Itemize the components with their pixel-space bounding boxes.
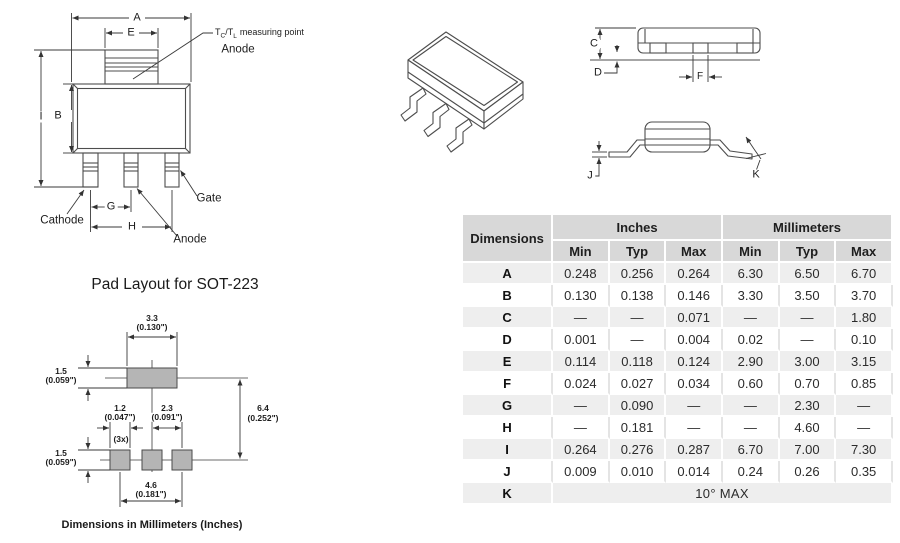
dimension-value: 3.50 bbox=[780, 285, 837, 307]
dimension-value: — bbox=[780, 329, 837, 351]
dimension-value: 3.70 bbox=[836, 285, 893, 307]
dimension-value: 6.70 bbox=[723, 439, 780, 461]
dimension-value: 0.60 bbox=[723, 373, 780, 395]
dim-label-b: B bbox=[54, 109, 62, 122]
table-header-groups bbox=[463, 215, 893, 241]
header-dimensions: Dimensions bbox=[463, 215, 553, 263]
dimension-value: 0.26 bbox=[780, 461, 837, 483]
package-side-view-bottom bbox=[582, 108, 797, 188]
header-in-typ: Typ bbox=[610, 241, 667, 263]
pad-dim-top-height-in: (0.059") bbox=[45, 374, 77, 385]
dimension-value: 0.02 bbox=[723, 329, 780, 351]
dimension-value: 0.071 bbox=[666, 307, 723, 329]
dimension-value: — bbox=[836, 417, 893, 439]
dimensions-table-body bbox=[463, 263, 893, 505]
table-row bbox=[463, 373, 893, 395]
dimension-value: 0.004 bbox=[666, 329, 723, 351]
dimension-value: 0.181 bbox=[610, 417, 667, 439]
dimension-value: 0.138 bbox=[610, 285, 667, 307]
dimension-letter: B bbox=[463, 285, 553, 307]
dimension-value: 0.264 bbox=[666, 263, 723, 285]
dimension-letter: I bbox=[463, 439, 553, 461]
dimension-value: 6.70 bbox=[836, 263, 893, 285]
dimension-value: — bbox=[723, 395, 780, 417]
dimension-value: 0.146 bbox=[666, 285, 723, 307]
header-in-min: Min bbox=[553, 241, 610, 263]
dimension-value: — bbox=[610, 329, 667, 351]
dimensions-table bbox=[463, 215, 893, 505]
pad-layout-caption: Dimensions in Millimeters (Inches) bbox=[61, 519, 243, 531]
dimension-value: 3.30 bbox=[723, 285, 780, 307]
table-row bbox=[463, 483, 893, 505]
pad-dim-pitch-mm: 2.3 bbox=[161, 402, 173, 413]
header-in-max: Max bbox=[666, 241, 723, 263]
dimension-value: — bbox=[666, 417, 723, 439]
dimension-value: — bbox=[553, 417, 610, 439]
dimension-value: 3.15 bbox=[836, 351, 893, 373]
pad-dim-bottom-height-mm: 1.5 bbox=[55, 447, 67, 458]
table-row bbox=[463, 329, 893, 351]
table-row bbox=[463, 307, 893, 329]
dimension-letter: H bbox=[463, 417, 553, 439]
dim-label-i: I bbox=[39, 110, 43, 123]
dimension-value: — bbox=[723, 307, 780, 329]
dim-label-f: F bbox=[696, 71, 704, 82]
dimension-span-value: 10° MAX bbox=[553, 483, 893, 505]
dimension-letter: J bbox=[463, 461, 553, 483]
dim-label-k: K bbox=[752, 168, 760, 181]
dim-label-c: C bbox=[590, 37, 598, 50]
gate-label: Gate bbox=[196, 192, 222, 205]
dim-label-a: A bbox=[133, 11, 141, 24]
dimension-value: 0.090 bbox=[610, 395, 667, 417]
header-mm-min: Min bbox=[723, 241, 780, 263]
dimension-value: 0.264 bbox=[553, 439, 610, 461]
dimension-value: — bbox=[553, 307, 610, 329]
package-side-view-top bbox=[588, 12, 793, 102]
dim-label-d: D bbox=[594, 66, 602, 79]
pad-layout-drawing bbox=[30, 300, 320, 538]
side-body-outline bbox=[590, 28, 760, 60]
dimension-value: 0.10 bbox=[836, 329, 893, 351]
dimension-value: — bbox=[836, 395, 893, 417]
dimension-value: 0.034 bbox=[666, 373, 723, 395]
dimension-value: 0.276 bbox=[610, 439, 667, 461]
side-view-bottom-drawing bbox=[582, 108, 797, 188]
dimension-value: — bbox=[723, 417, 780, 439]
pad-dim-span-mm: 4.6 bbox=[145, 479, 157, 490]
dimension-value: 0.130 bbox=[553, 285, 610, 307]
dimension-value: 2.90 bbox=[723, 351, 780, 373]
dimension-value: 0.114 bbox=[553, 351, 610, 373]
dimension-value: 2.30 bbox=[780, 395, 837, 417]
dimension-value: 1.80 bbox=[836, 307, 893, 329]
pad-dim-vertical-mm: 6.4 bbox=[257, 402, 269, 413]
dimension-letter: F bbox=[463, 373, 553, 395]
table-row bbox=[463, 395, 893, 417]
dimension-value: 7.00 bbox=[780, 439, 837, 461]
dimension-value: 6.50 bbox=[780, 263, 837, 285]
table-row bbox=[463, 263, 893, 285]
dimension-value: — bbox=[553, 395, 610, 417]
anode-tab-pad bbox=[127, 368, 177, 388]
pad-dim-top-height-mm: 1.5 bbox=[55, 365, 67, 376]
dimension-value: 0.287 bbox=[666, 439, 723, 461]
pad-3 bbox=[172, 450, 192, 470]
package-3d-view bbox=[368, 12, 543, 167]
dimension-value: 4.60 bbox=[780, 417, 837, 439]
pad-dim-vertical-in: (0.252") bbox=[247, 412, 279, 423]
dimension-value: 3.00 bbox=[780, 351, 837, 373]
table-row bbox=[463, 417, 893, 439]
package-front-view bbox=[10, 6, 310, 258]
dimension-value: 6.30 bbox=[723, 263, 780, 285]
dim-label-h: H bbox=[128, 220, 136, 233]
dimension-value: 0.256 bbox=[610, 263, 667, 285]
cathode-label: Cathode bbox=[40, 214, 84, 227]
header-millimeters: Millimeters bbox=[723, 215, 893, 241]
dimension-value: 0.85 bbox=[836, 373, 893, 395]
dimension-value: 0.118 bbox=[610, 351, 667, 373]
dimension-value: 0.010 bbox=[610, 461, 667, 483]
package-3d-drawing bbox=[368, 12, 543, 167]
pad-dim-pad-width-mm: 1.2 bbox=[114, 402, 126, 413]
dimension-letter: D bbox=[463, 329, 553, 351]
dimension-value: 0.124 bbox=[666, 351, 723, 373]
dimension-value: 0.014 bbox=[666, 461, 723, 483]
anode-top-label: Anode bbox=[221, 43, 255, 56]
dimension-value: 7.30 bbox=[836, 439, 893, 461]
pad-dim-pad-width-in: (0.047") bbox=[104, 411, 136, 422]
dimension-value: — bbox=[780, 307, 837, 329]
dimension-value: 0.001 bbox=[553, 329, 610, 351]
dim-label-e: E bbox=[127, 26, 135, 39]
anode-bottom-label: Anode bbox=[173, 233, 207, 246]
dimension-value: 0.027 bbox=[610, 373, 667, 395]
package-body-outline bbox=[73, 50, 190, 187]
lead-1-3d bbox=[401, 88, 426, 121]
table-row bbox=[463, 285, 893, 307]
lead-3-3d bbox=[447, 119, 472, 152]
dimension-value: 0.35 bbox=[836, 461, 893, 483]
dimension-letter: E bbox=[463, 351, 553, 373]
table-row bbox=[463, 439, 893, 461]
dimension-letter: G bbox=[463, 395, 553, 417]
dimension-lines bbox=[34, 13, 191, 232]
dimension-value: 0.009 bbox=[553, 461, 610, 483]
pad-dim-bottom-height-in: (0.059") bbox=[45, 456, 77, 467]
pad-count-label: (3x) bbox=[113, 433, 129, 444]
dimension-value: 0.70 bbox=[780, 373, 837, 395]
pad-dim-top-width-in: (0.130") bbox=[136, 321, 168, 332]
header-mm-max: Max bbox=[836, 241, 893, 263]
lead-2-3d bbox=[424, 104, 449, 137]
dimension-value: — bbox=[610, 307, 667, 329]
pad-dim-pitch-in: (0.091") bbox=[151, 411, 183, 422]
dimension-value: 0.24 bbox=[723, 461, 780, 483]
dimension-value: 0.248 bbox=[553, 263, 610, 285]
pad-2 bbox=[142, 450, 162, 470]
gullwing-outline bbox=[609, 122, 752, 159]
dimension-value: — bbox=[666, 395, 723, 417]
dim-label-g: G bbox=[106, 200, 116, 213]
measuring-point-label: $T_C/T_L$ measuring point bbox=[215, 26, 304, 40]
dimension-value: 0.024 bbox=[553, 373, 610, 395]
header-mm-typ: Typ bbox=[780, 241, 837, 263]
dim-label-j: J bbox=[587, 169, 593, 182]
side-view-top-drawing bbox=[588, 12, 793, 102]
header-inches: Inches bbox=[553, 215, 723, 241]
dimension-letter: C bbox=[463, 307, 553, 329]
pad-dim-span-in: (0.181") bbox=[135, 488, 167, 499]
table-row bbox=[463, 461, 893, 483]
pad-dim-top-width-mm: 3.3 bbox=[146, 312, 158, 323]
table-row bbox=[463, 351, 893, 373]
pad-1 bbox=[110, 450, 130, 470]
dimension-letter: K bbox=[463, 483, 553, 505]
pad-layout-title: Pad Layout for SOT-223 bbox=[91, 276, 259, 293]
dimension-letter: A bbox=[463, 263, 553, 285]
